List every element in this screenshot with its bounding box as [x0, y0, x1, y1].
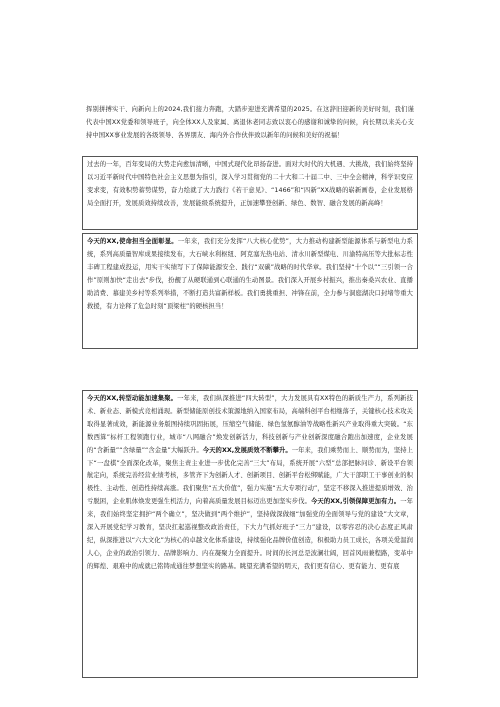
quality-lead: 今天的XX,发展质效不断攀升。	[202, 446, 292, 454]
transform-lead: 今天的XX,转型动能加速集聚。	[87, 395, 178, 402]
mission-paragraph	[87, 236, 413, 313]
transform-box	[82, 390, 418, 678]
context-text: 过去的一年，百年变局的大势走向愈加清晰，中国式现代化昂扬奋进。面对大时代的大机遇、大挑战，我们始终坚持以习近平新时代中国特色社会主义思想为指引，深入学习贯彻党的二十大和二十届二中、三中全会精神，科学识变应变求变，有效积势蓄势谋势，奋力绘就了大力践行《若干意见》、“1466”和“四新”XX战略的崭新画卷，企业发展格局全面打开，发展质效持续改善，发展能级系统提升，正加速攀登创新、绿色、数智、融合发展的新高峰！	[87, 161, 413, 207]
quality-text: 一年来，我们乘势而上、顺势而为，坚持上下“一盘棋”全面深化改革，聚焦主责主业进一步优化完善“三大”布局，系统开展“六型”总部把脉问诊、新设平台领航定向，系统完善经营业绩考核，多管齐下为创新人才、创新项目、创新平台松绑赋能，广大干部职工干事创业的积极性、主动性、创造性持续高涨。我们聚焦“五大价值”，强力实施“五大专项行动”，坚定不移深入推进提质增效、治亏脱困，企业肌体焕发更强生机活力，向着高质量发展目标迈出更加坚实步伐。	[87, 446, 413, 506]
intro-text: 挥别拼搏实干、向新向上的2024,我们接力奔跑，大踏步迎进充满希望的2025。在这辞旧迎新的美好时刻，我们谨代表中国XX党委和领导班子，向全体XX人及家属、离退休老同志致以衷心的感谢和诚挚的问候，向长期以来关心支持中国XX事业发展的各级领导、各界朋友、海内外合作伙伴致以新年的问候和美好的祝福！	[86, 106, 414, 139]
guarantee-text: 一年来，我们始终坚定拥护“两个确立”，坚决做到“两个维护”，坚持做深做细“加强党的全面领导与党的建设”大文章，深入开展党纪学习教育，坚决扛起巡视整改政治责任，下大力气抓好班子“三力”建设，以零容忍的决心态度正风肃纪，纵深推进以“六大文化”为核心的卓越文化体系建设，持续强化品牌价值创造，积极助力员工成长，各项关爱温润人心，企业的政治引领力、品牌影响力、内在凝聚力全面提升。时间的长河总是波澜壮阔，回首风雨兼程路，变革中的辉煌、艰难中的成就已铭铸成通往梦想坚实的路基。眺望充满希望的明天，我们更有信心、更有能力、更有底	[87, 498, 413, 570]
context-box	[82, 156, 418, 230]
transform-paragraph	[87, 393, 413, 574]
mission-lead: 今天的XX,使命担当全面彰显。	[87, 238, 178, 245]
guarantee-lead: 今天的XX,引领保障更加有力。	[311, 498, 401, 506]
mission-text: 一年来，我们充分发挥“八大核心优势”，大力推动构建新型能源体系与新型电力系统，系列高质量智库成果接续发布，大石峡水利枢纽、阿克塞光热电站、清水川新型煤电、川渝特高压等大批标志性丰碑工程建成投运，用实干实绩写下了保障能源安全、践行“双碳”战略的时代华章。我们坚持“十个以”“三引领一合作”原则加快“走出去”步伐，扮靓了从硬联通到心联通的生动图景。我们深入开展乡村振兴，推出秦桑兴农业、直播助消费、慕建美乡村等系列举措，不断打造共富新样板。我们勇挑重担、冲锋在前，全力参与洞庭湖决口封堵等重大救援，有力诠释了危急时刻“顶梁柱”的硬核担当！	[87, 238, 413, 310]
mission-box	[82, 233, 418, 349]
transform-text: 一年来，我们纵深推进“四大转型”，大力发展具有XX特色的新质生产力，系列新技术、新业态、新模式竞相涌现。新型储能原创技术策源地纳入国家布局，高端科创平台相继落子，关键核心技术攻关取得显著成效，新能源业务版图持续巩固拓展，压缩空气储能、绿色氢氨醇油等战略性新兴产业取得重大突破。“东数西算”标杆工程领跑行业，城市“八网融合”焕发创新活力，科技创新与产业创新深度融合跑出加速度，企业发展的“含新量”“含绿量”“含金量”大幅跃升。	[87, 395, 413, 454]
intro-paragraph	[82, 104, 418, 143]
